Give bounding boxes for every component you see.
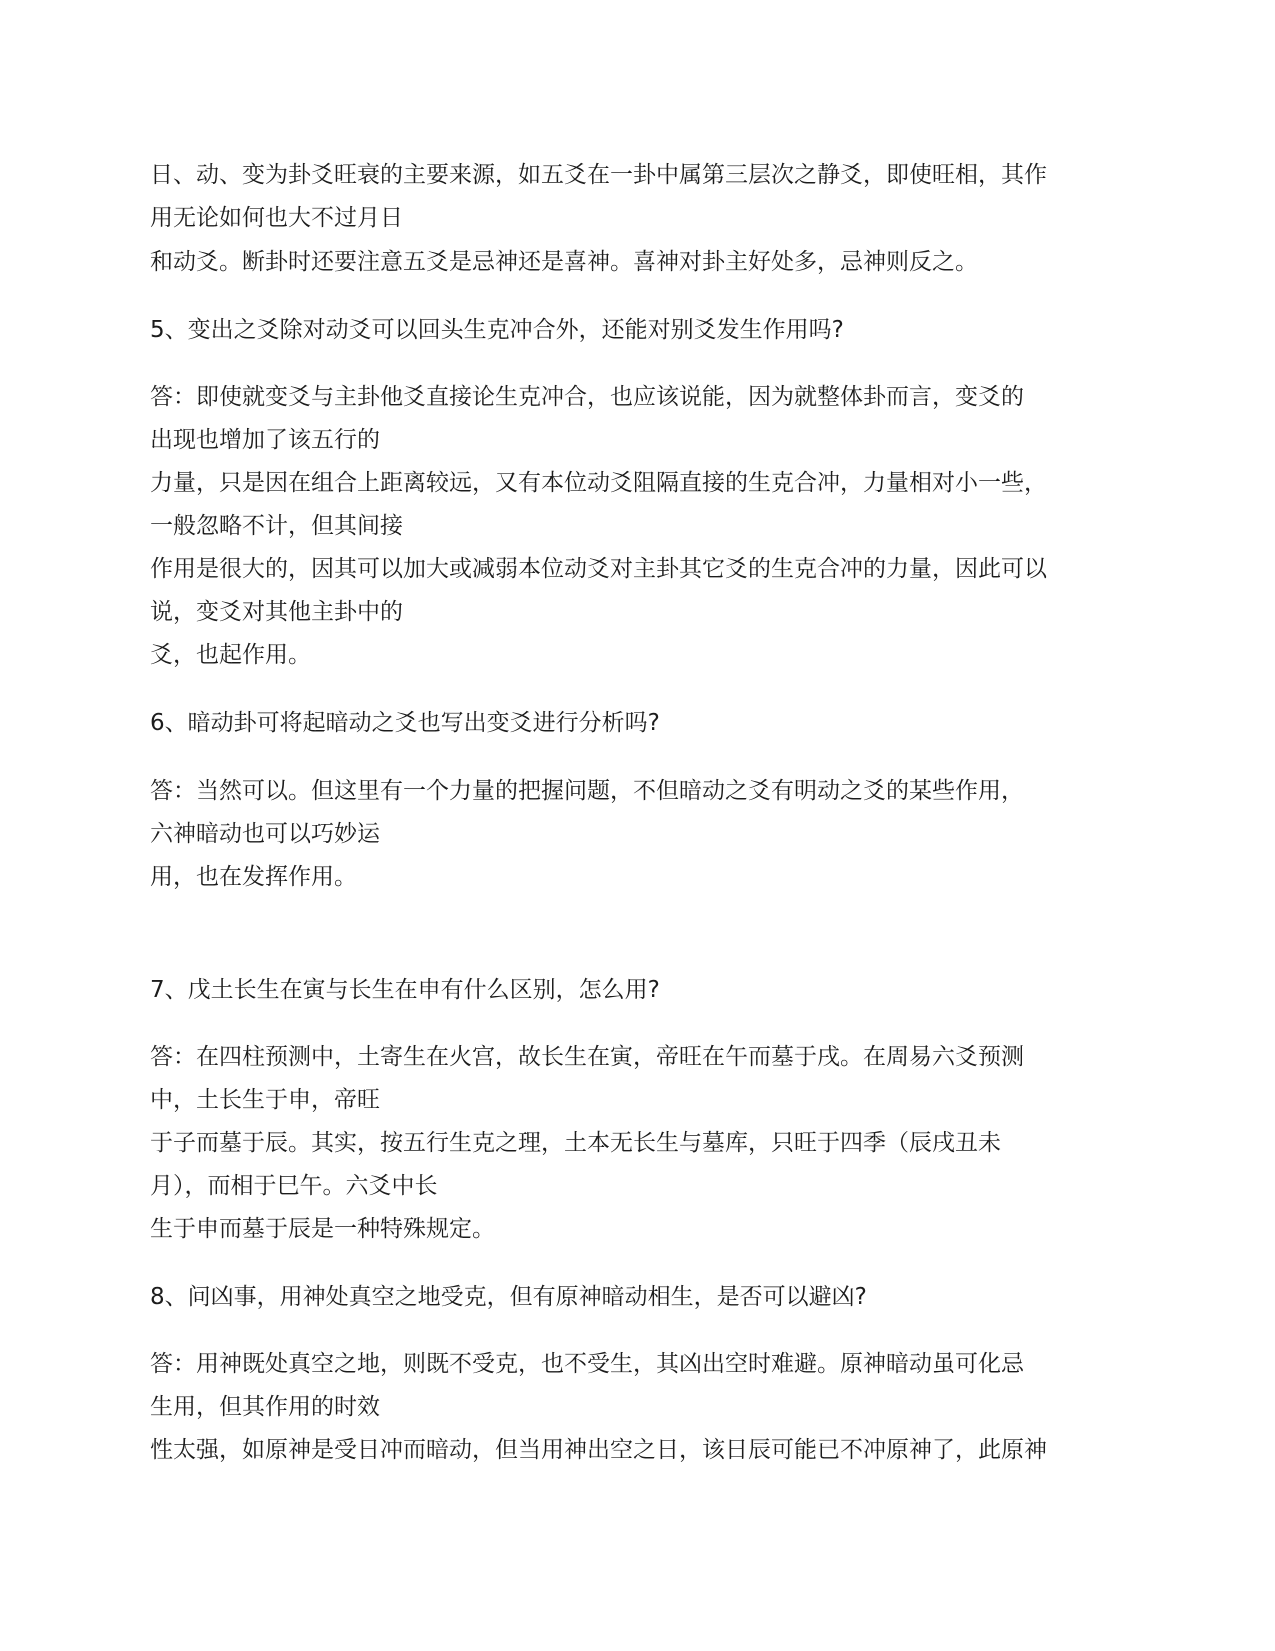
text-line: 出现也增加了该五行的 [150, 427, 380, 453]
text-line: 生于申而墓于辰是一种特殊规定。 [150, 1216, 495, 1242]
text-line: 六神暗动也可以巧妙运 [150, 821, 380, 847]
text-line: 月），而相于巳午。六爻中长 [150, 1173, 438, 1199]
text-line: 爻，也起作用。 [150, 642, 311, 668]
text-line: 说，变爻对其他主卦中的 [150, 599, 403, 625]
text-line: 作用是很大的，因其可以加大或减弱本位动爻对主卦其它爻的生克合冲的力量，因此可以 [150, 556, 1047, 582]
text-line: 力量，只是因在组合上距离较远，又有本位动爻阻隔直接的生克合冲，力量相对小一些， [150, 470, 1047, 496]
text-line: 用无论如何也大不过月日 [150, 205, 403, 231]
text-line: 性太强，如原神是受日冲而暗动，但当用神出空之日，该日辰可能已不冲原神了，此原神 [150, 1437, 1047, 1463]
text-line: 中，土长生于申，帝旺 [150, 1087, 380, 1113]
answer-line: 答：当然可以。但这里有一个力量的把握问题，不但暗动之爻有明动之爻的某些作用， [150, 778, 1024, 804]
text-line: 日、动、变为卦爻旺衰的主要来源，如五爻在一卦中属第三层次之静爻，即使旺相，其作 [150, 162, 1047, 188]
answer-line: 答：用神既处真空之地，则既不受克，也不受生，其凶出空时难避。原神暗动虽可化忌 [150, 1351, 1024, 1377]
text-line: 用，也在发挥作用。 [150, 864, 357, 890]
question-8: 8、问凶事，用神处真空之地受克，但有原神暗动相生，是否可以避凶? [150, 1284, 867, 1310]
text-line: 于子而墓于辰。其实，按五行生克之理，土本无长生与墓库，只旺于四季（辰戌丑未 [150, 1130, 1001, 1156]
answer-line: 答：即使就变爻与主卦他爻直接论生克冲合，也应该说能，因为就整体卦而言，变爻的 [150, 384, 1024, 410]
text-line: 一般忽略不计，但其间接 [150, 513, 403, 539]
question-5: 5、变出之爻除对动爻可以回头生克冲合外，还能对别爻发生作用吗? [150, 317, 844, 343]
text-line: 生用，但其作用的时效 [150, 1394, 380, 1420]
text-line: 和动爻。断卦时还要注意五爻是忌神还是喜神。喜神对卦主好处多，忌神则反之。 [150, 249, 978, 275]
question-6: 6、暗动卦可将起暗动之爻也写出变爻进行分析吗? [150, 710, 660, 736]
question-7: 7、戊土长生在寅与长生在申有什么区别，怎么用? [150, 977, 660, 1003]
answer-line: 答：在四柱预测中，土寄生在火宫，故长生在寅，帝旺在午而墓于戌。在周易六爻预测 [150, 1044, 1024, 1070]
